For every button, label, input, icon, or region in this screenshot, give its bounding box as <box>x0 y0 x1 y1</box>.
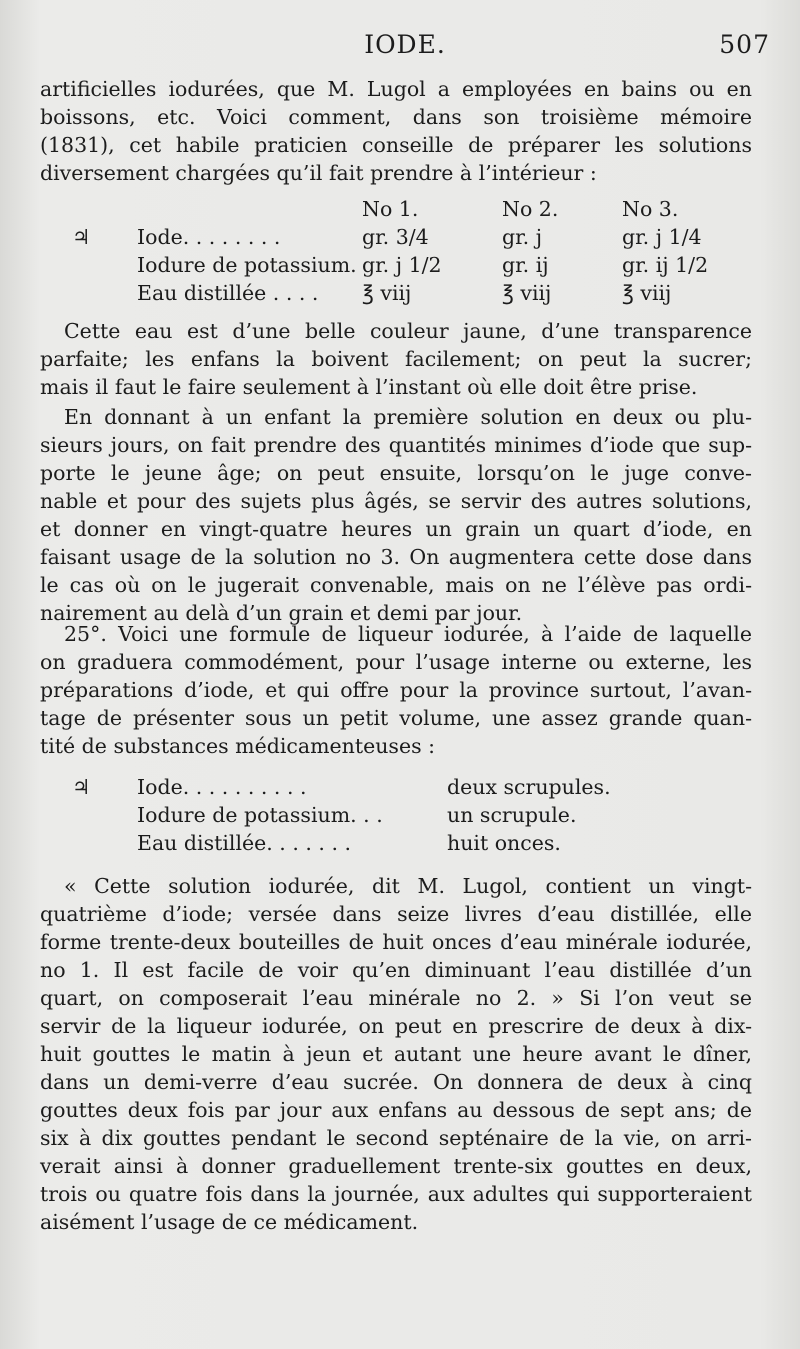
dose-cell: gr. j <box>502 225 543 249</box>
dose-cell: ℥ viij <box>502 281 552 305</box>
text-line: Cette eau est d’une belle couleur jaune, d’une transparence <box>64 319 752 343</box>
table-row <box>72 829 611 857</box>
symbol-cell <box>72 279 137 307</box>
text-line: servir de la liqueur iodurée, on peut en prescrire de deux à dix- <box>40 1014 752 1038</box>
text-line: tité de substances médicamenteuses : <box>40 734 436 758</box>
paragraph-color <box>40 317 752 401</box>
paragraph-dosage <box>40 403 752 627</box>
paragraph-intro <box>40 75 752 187</box>
text-line: (1831), cet habile praticien conseille de préparer les solutions <box>40 133 752 157</box>
text-line: sieurs jours, on fait prendre des quantités minimes d’iode que sup- <box>40 433 752 457</box>
column-header-no2: No 2. <box>502 197 559 221</box>
dose-cell: gr. 3/4 <box>362 225 429 249</box>
text-line: et donner en vingt-quatre heures un grain un quart d’iode, en <box>40 517 752 541</box>
ingredient-cell: Eau distillée. . . . . . . <box>137 831 351 855</box>
text-line: préparations d’iode, et qui offre pour la province surtout, l’avan- <box>40 678 752 702</box>
amount-cell: un scrupule. <box>447 803 577 827</box>
text-line: verait ainsi à donner graduellement trente-six gouttes en deux, <box>40 1154 752 1178</box>
text-line: forme trente-deux bouteilles de huit onces d’eau minérale iodurée, <box>40 930 752 954</box>
dose-cell: gr. j 1/4 <box>622 225 702 249</box>
text-line: diversement chargées qu’il fait prendre à l’intérieur : <box>40 161 597 185</box>
ingredient-cell: Iodure de potassium. <box>137 253 357 277</box>
column-header-no3: No 3. <box>622 197 679 221</box>
text-line: 25°. Voici une formule de liqueur iodurée, à l’aide de laquelle <box>64 622 752 646</box>
text-line: En donnant à un enfant la première solution en deux ou plu- <box>64 405 752 429</box>
table-row <box>72 801 611 829</box>
text-line: mais il faut le faire seulement à l’instant où elle doit être prise. <box>40 375 698 399</box>
text-line: nairement au delà d’un grain et demi par jour. <box>40 601 523 625</box>
dose-cell: gr. ij <box>502 253 549 277</box>
liquor-formula-table <box>72 773 611 857</box>
text-line: tage de présenter sous un petit volume, une assez grande quan- <box>40 706 752 730</box>
column-header-no1: No 1. <box>362 197 419 221</box>
text-line: aisément l’usage de ce médicament. <box>40 1210 419 1234</box>
dose-cell: gr. j 1/2 <box>362 253 442 277</box>
running-title: IODE. <box>364 30 446 59</box>
jupiter-recipe-icon: ♃ <box>72 775 91 799</box>
jupiter-recipe-icon: ♃ <box>72 225 91 249</box>
text-line: quart, on composerait l’eau minérale no 2. » Si l’on veut se <box>40 986 752 1010</box>
text-line: dans un demi-verre d’eau sucrée. On donnera de deux à cinq <box>40 1070 752 1094</box>
dose-cell: gr. ij 1/2 <box>622 253 709 277</box>
ingredient-cell: Iodure de potassium. . . <box>137 803 383 827</box>
amount-cell: huit onces. <box>447 831 561 855</box>
text-line: nable et pour des sujets plus âgés, se servir des autres solutions, <box>40 489 752 513</box>
text-line: « Cette solution iodurée, dit M. Lugol, contient un vingt- <box>64 874 752 898</box>
text-line: faisant usage de la solution no 3. On augmentera cette dose dans <box>40 545 752 569</box>
ingredient-cell: Eau distillée . . . . <box>137 281 319 305</box>
text-line: parfaite; les enfans la boivent facilement; on peut la sucrer; <box>40 347 752 371</box>
table-row <box>72 279 732 307</box>
table-row <box>72 223 732 251</box>
text-line: on graduera commodément, pour l’usage interne ou externe, les <box>40 650 752 674</box>
symbol-cell <box>72 251 137 279</box>
symbol-cell <box>72 829 137 857</box>
ingredient-cell: Iode. . . . . . . . . . <box>137 775 307 799</box>
table-row <box>72 773 611 801</box>
text-line: no 1. Il est facile de voir qu’en diminuant l’eau distillée d’un <box>40 958 752 982</box>
text-line: porte le jeune âge; on peut ensuite, lorsqu’on le juge conve- <box>40 461 752 485</box>
page-number: 507 <box>719 30 770 59</box>
running-header <box>40 30 770 64</box>
text-line: gouttes deux fois par jour aux enfans au dessous de sept ans; de <box>40 1098 752 1122</box>
solutions-table <box>72 195 732 307</box>
ingredient-cell: Iode. . . . . . . . <box>137 225 281 249</box>
text-line: artificielles iodurées, que M. Lugol a employées en bains ou en <box>40 77 752 101</box>
text-line: six à dix gouttes pendant le second septénaire de la vie, on arri- <box>40 1126 752 1150</box>
text-line: huit gouttes le matin à jeun et autant une heure avant le dîner, <box>40 1042 752 1066</box>
table-header-row <box>72 195 732 223</box>
dose-cell: ℥ viij <box>622 281 672 305</box>
symbol-cell <box>72 801 137 829</box>
table-row <box>72 251 732 279</box>
text-line: quatrième d’iode; versée dans seize livres d’eau distillée, elle <box>40 902 752 926</box>
dose-cell: ℥ viij <box>362 281 412 305</box>
paragraph-formula <box>40 620 752 760</box>
text-line: le cas où on le jugerait convenable, mais on ne l’élève pas ordi- <box>40 573 752 597</box>
text-line: trois ou quatre fois dans la journée, aux adultes qui supporteraient <box>40 1182 752 1206</box>
text-line: boissons, etc. Voici comment, dans son troisième mémoire <box>40 105 752 129</box>
amount-cell: deux scrupules. <box>447 775 611 799</box>
paragraph-lugol-quote <box>40 872 752 1236</box>
